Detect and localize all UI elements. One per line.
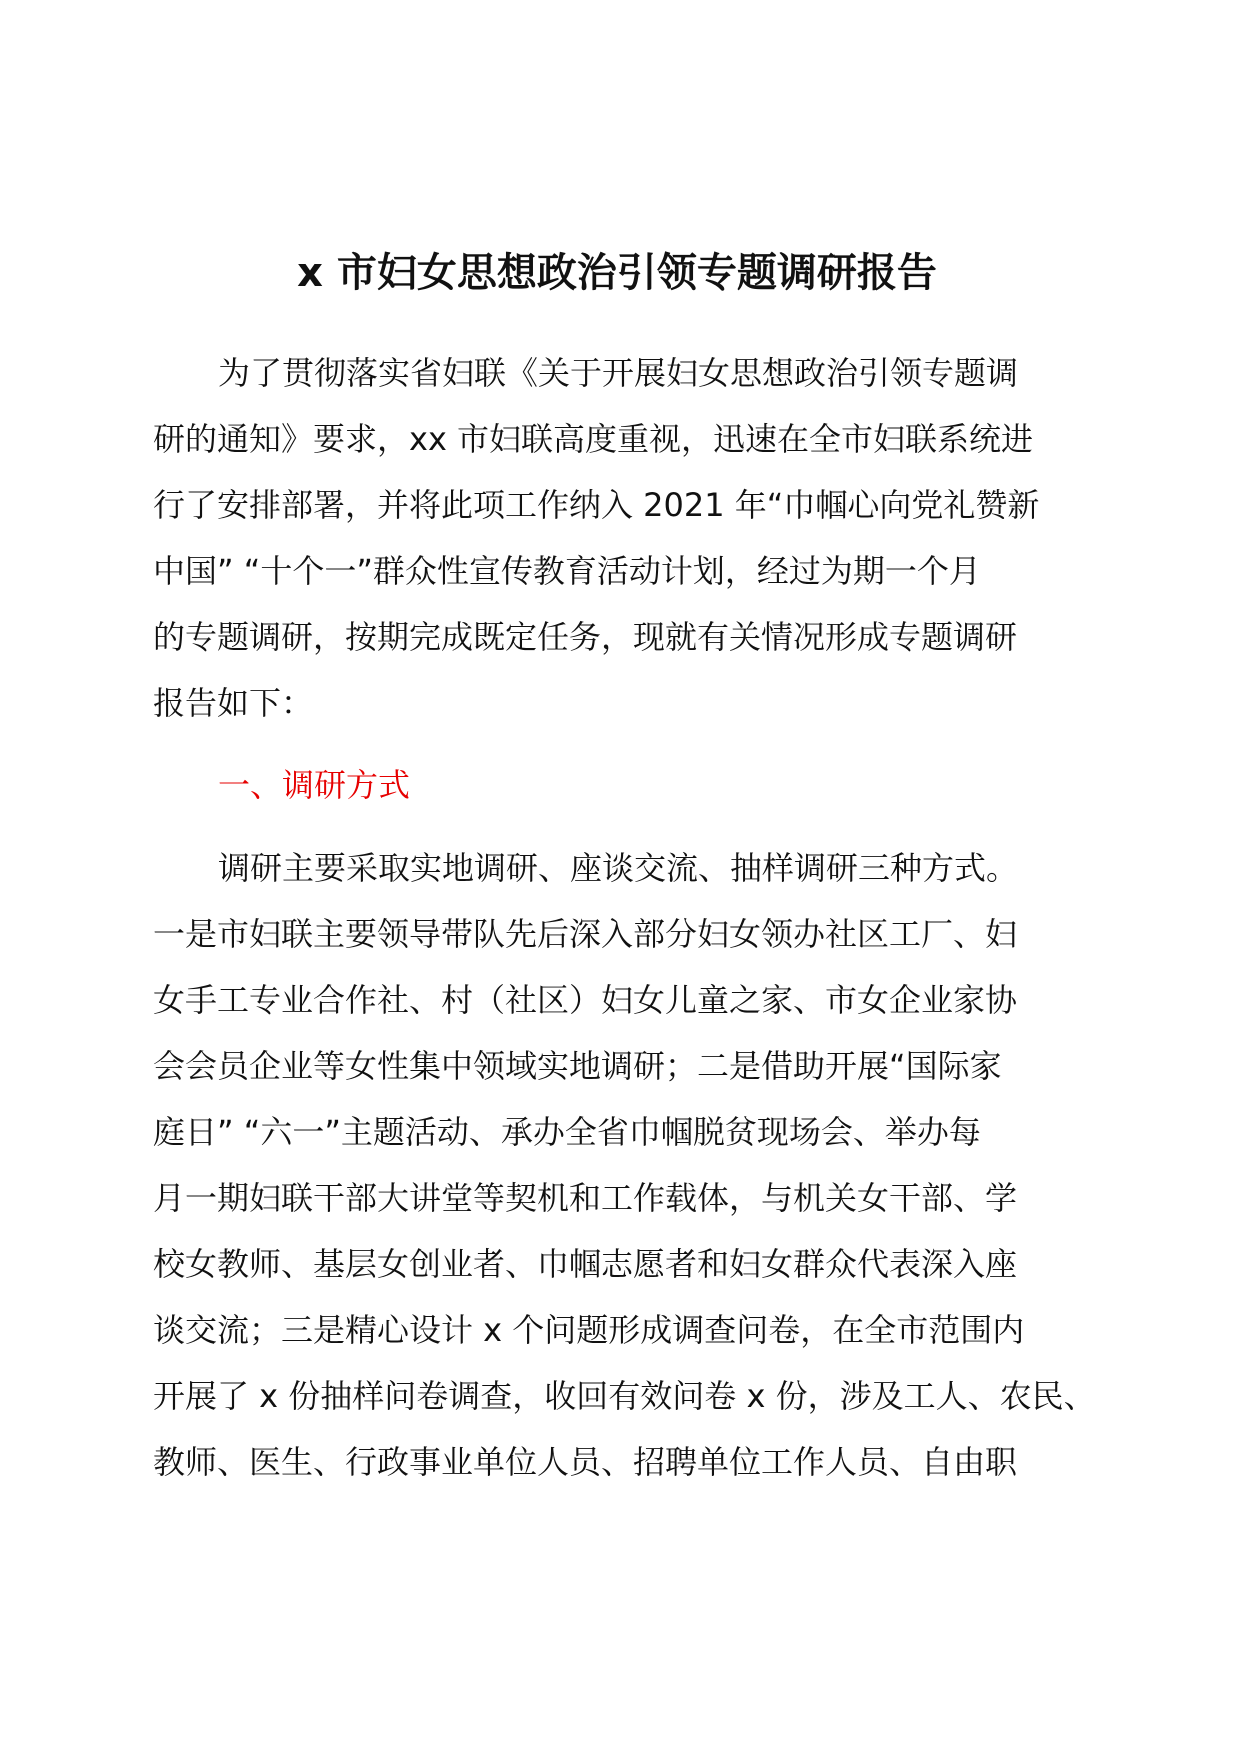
paragraph-line: 会会员企业等女性集中领域实地调研；二是借助开展“国际家 (153, 1047, 1002, 1085)
paragraph-line: 开展了 x 份抽样问卷调查，收回有效问卷 x 份，涉及工人、农民、 (153, 1377, 1096, 1415)
paragraph-line: 行了安排部署，并将此项工作纳入 2021 年“巾帼心向党礼赞新 (153, 486, 1040, 524)
intro-paragraph (153, 340, 1085, 736)
paragraph-line: 月一期妇联干部大讲堂等契机和工作载体，与机关女干部、学 (153, 1179, 1018, 1217)
paragraph-line: 一是市妇联主要领导带队先后深入部分妇女领办社区工厂、妇 (153, 915, 1018, 953)
paragraph-line: 为了贯彻落实省妇联《关于开展妇女思想政治引领专题调 (218, 354, 1019, 392)
paragraph-line: 调研主要采取实地调研、座谈交流、抽样调研三种方式。 (218, 849, 1019, 887)
paragraph-line: 谈交流；三是精心设计 x 个问题形成调查问卷，在全市范围内 (153, 1311, 1025, 1349)
paragraph-line: 教师、医生、行政事业单位人员、招聘单位工作人员、自由职 (153, 1443, 1018, 1481)
paragraph-line: 中国” “十个一”群众性宣传教育活动计划，经过为期一个月 (153, 552, 981, 590)
paragraph-line: 的专题调研，按期完成既定任务，现就有关情况形成专题调研 (153, 618, 1018, 656)
document-title: x 市妇女思想政治引领专题调研报告 (297, 250, 937, 296)
body-paragraph (153, 835, 1096, 1495)
paragraph-line: 研的通知》要求，xx 市妇联高度重视，迅速在全市妇联系统进 (153, 420, 1034, 458)
paragraph-line: 报告如下： (153, 684, 314, 722)
paragraph-line: 校女教师、基层女创业者、巾帼志愿者和妇女群众代表深入座 (153, 1245, 1018, 1283)
paragraph-line: 庭日” “六一”主题活动、承办全省巾帼脱贫现场会、举办每 (153, 1113, 981, 1151)
section-heading: 一、调研方式 (218, 766, 411, 804)
paragraph-line: 女手工专业合作社、村（社区）妇女儿童之家、市女企业家协 (153, 981, 1018, 1019)
